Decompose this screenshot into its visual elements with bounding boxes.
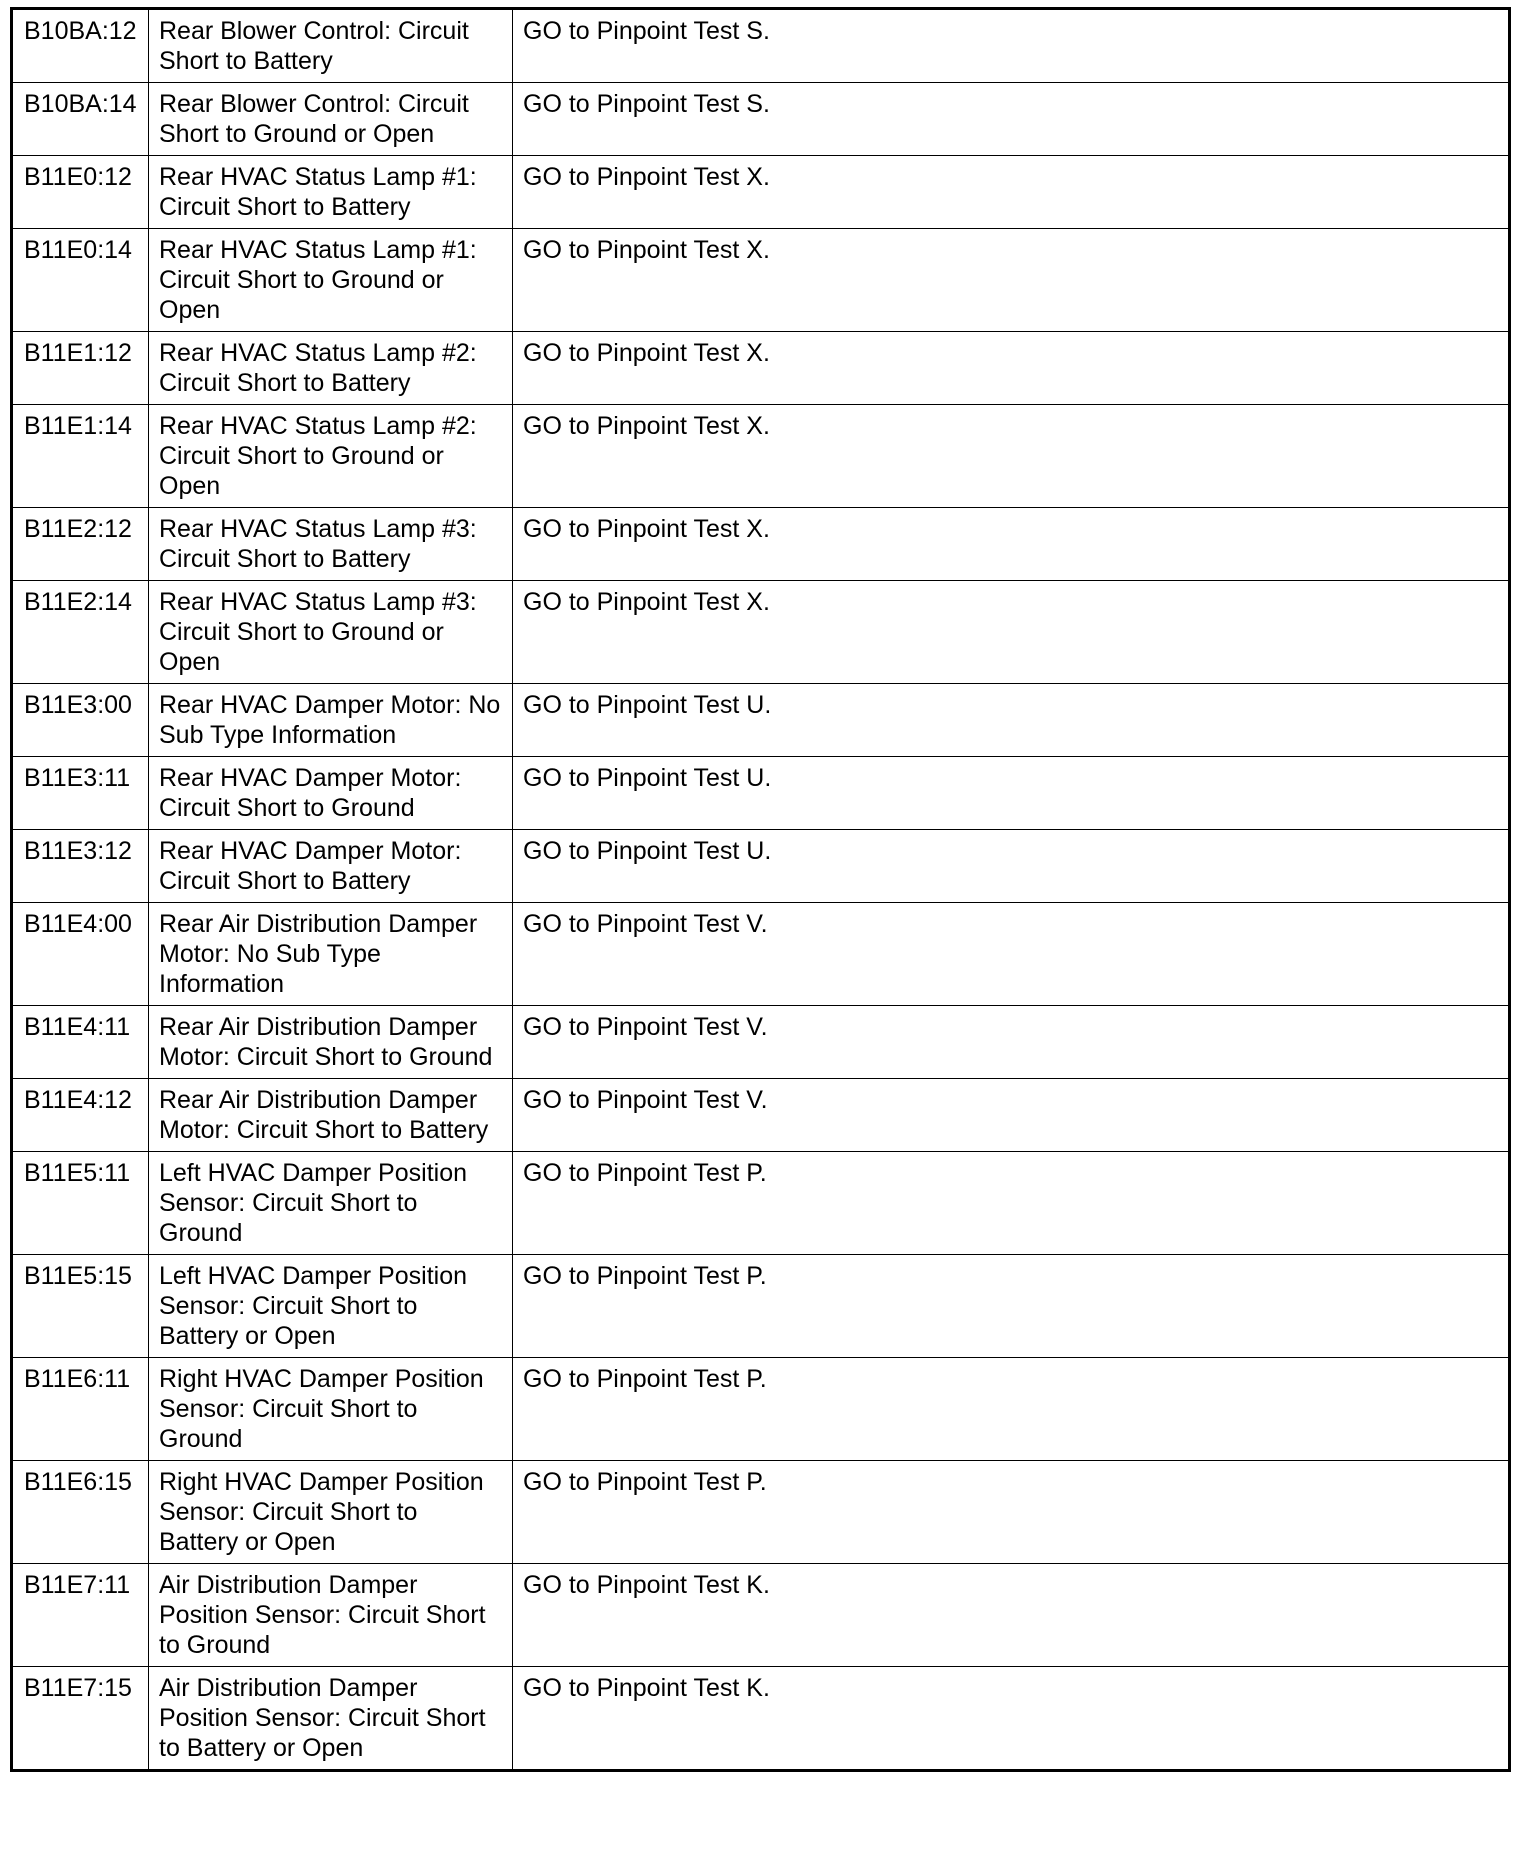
dtc-code: B11E1:14 (12, 405, 149, 508)
dtc-description: Right HVAC Damper Position Sensor: Circuit Short to Ground (149, 1358, 513, 1461)
dtc-code: B11E6:15 (12, 1461, 149, 1564)
table-row (12, 405, 1510, 508)
dtc-code: B11E3:00 (12, 684, 149, 757)
table-row (12, 1358, 1510, 1461)
dtc-description: Left HVAC Damper Position Sensor: Circuit Short to Ground (149, 1152, 513, 1255)
table-row (12, 684, 1510, 757)
dtc-code: B11E2:14 (12, 581, 149, 684)
dtc-action: GO to Pinpoint Test K. (513, 1564, 1510, 1667)
dtc-code: B11E0:12 (12, 156, 149, 229)
dtc-code: B11E3:11 (12, 757, 149, 830)
dtc-description: Rear HVAC Damper Motor: Circuit Short to Battery (149, 830, 513, 903)
dtc-action: GO to Pinpoint Test X. (513, 405, 1510, 508)
table-row (12, 508, 1510, 581)
dtc-code: B11E6:11 (12, 1358, 149, 1461)
table-row (12, 1006, 1510, 1079)
dtc-action: GO to Pinpoint Test P. (513, 1152, 1510, 1255)
dtc-action: GO to Pinpoint Test U. (513, 830, 1510, 903)
table-row (12, 830, 1510, 903)
table-row (12, 757, 1510, 830)
dtc-code: B11E0:14 (12, 229, 149, 332)
dtc-action: GO to Pinpoint Test S. (513, 9, 1510, 83)
dtc-description: Right HVAC Damper Position Sensor: Circuit Short to Battery or Open (149, 1461, 513, 1564)
dtc-action: GO to Pinpoint Test U. (513, 757, 1510, 830)
dtc-table-body (12, 9, 1510, 1771)
table-row (12, 1564, 1510, 1667)
dtc-action: GO to Pinpoint Test K. (513, 1667, 1510, 1771)
table-row (12, 903, 1510, 1006)
dtc-description: Rear HVAC Damper Motor: No Sub Type Information (149, 684, 513, 757)
dtc-action: GO to Pinpoint Test X. (513, 156, 1510, 229)
dtc-code: B11E7:11 (12, 1564, 149, 1667)
dtc-code: B11E2:12 (12, 508, 149, 581)
dtc-action: GO to Pinpoint Test P. (513, 1255, 1510, 1358)
dtc-action: GO to Pinpoint Test S. (513, 83, 1510, 156)
dtc-action: GO to Pinpoint Test P. (513, 1461, 1510, 1564)
dtc-description: Rear HVAC Status Lamp #3: Circuit Short to Ground or Open (149, 581, 513, 684)
dtc-action: GO to Pinpoint Test V. (513, 1006, 1510, 1079)
table-row (12, 229, 1510, 332)
dtc-description: Air Distribution Damper Position Sensor: Circuit Short to Battery or Open (149, 1667, 513, 1771)
dtc-description: Rear Air Distribution Damper Motor: No Sub Type Information (149, 903, 513, 1006)
dtc-action: GO to Pinpoint Test U. (513, 684, 1510, 757)
dtc-code: B11E5:11 (12, 1152, 149, 1255)
dtc-description: Rear Air Distribution Damper Motor: Circuit Short to Ground (149, 1006, 513, 1079)
table-row (12, 83, 1510, 156)
dtc-action: GO to Pinpoint Test P. (513, 1358, 1510, 1461)
dtc-code: B10BA:12 (12, 9, 149, 83)
dtc-action: GO to Pinpoint Test X. (513, 508, 1510, 581)
table-row (12, 1152, 1510, 1255)
dtc-description: Rear Blower Control: Circuit Short to Battery (149, 9, 513, 83)
table-row (12, 9, 1510, 83)
table-row (12, 1461, 1510, 1564)
dtc-description: Rear HVAC Damper Motor: Circuit Short to Ground (149, 757, 513, 830)
dtc-code: B11E4:11 (12, 1006, 149, 1079)
dtc-code: B11E3:12 (12, 830, 149, 903)
dtc-description: Rear HVAC Status Lamp #1: Circuit Short to Battery (149, 156, 513, 229)
table-row (12, 1255, 1510, 1358)
dtc-code: B11E5:15 (12, 1255, 149, 1358)
table-row (12, 1667, 1510, 1771)
table-row (12, 581, 1510, 684)
dtc-description: Air Distribution Damper Position Sensor: Circuit Short to Ground (149, 1564, 513, 1667)
dtc-description: Rear HVAC Status Lamp #1: Circuit Short to Ground or Open (149, 229, 513, 332)
dtc-code: B11E4:00 (12, 903, 149, 1006)
dtc-action: GO to Pinpoint Test V. (513, 1079, 1510, 1152)
dtc-description: Rear Blower Control: Circuit Short to Ground or Open (149, 83, 513, 156)
dtc-code: B11E4:12 (12, 1079, 149, 1152)
table-row (12, 332, 1510, 405)
dtc-code: B10BA:14 (12, 83, 149, 156)
dtc-action: GO to Pinpoint Test X. (513, 229, 1510, 332)
dtc-description: Rear HVAC Status Lamp #2: Circuit Short to Ground or Open (149, 405, 513, 508)
dtc-action: GO to Pinpoint Test V. (513, 903, 1510, 1006)
dtc-code: B11E7:15 (12, 1667, 149, 1771)
table-row (12, 156, 1510, 229)
dtc-action: GO to Pinpoint Test X. (513, 581, 1510, 684)
dtc-code: B11E1:12 (12, 332, 149, 405)
dtc-description: Rear HVAC Status Lamp #2: Circuit Short to Battery (149, 332, 513, 405)
dtc-table (10, 7, 1511, 1772)
dtc-description: Left HVAC Damper Position Sensor: Circuit Short to Battery or Open (149, 1255, 513, 1358)
dtc-action: GO to Pinpoint Test X. (513, 332, 1510, 405)
dtc-description: Rear HVAC Status Lamp #3: Circuit Short to Battery (149, 508, 513, 581)
dtc-description: Rear Air Distribution Damper Motor: Circuit Short to Battery (149, 1079, 513, 1152)
table-row (12, 1079, 1510, 1152)
